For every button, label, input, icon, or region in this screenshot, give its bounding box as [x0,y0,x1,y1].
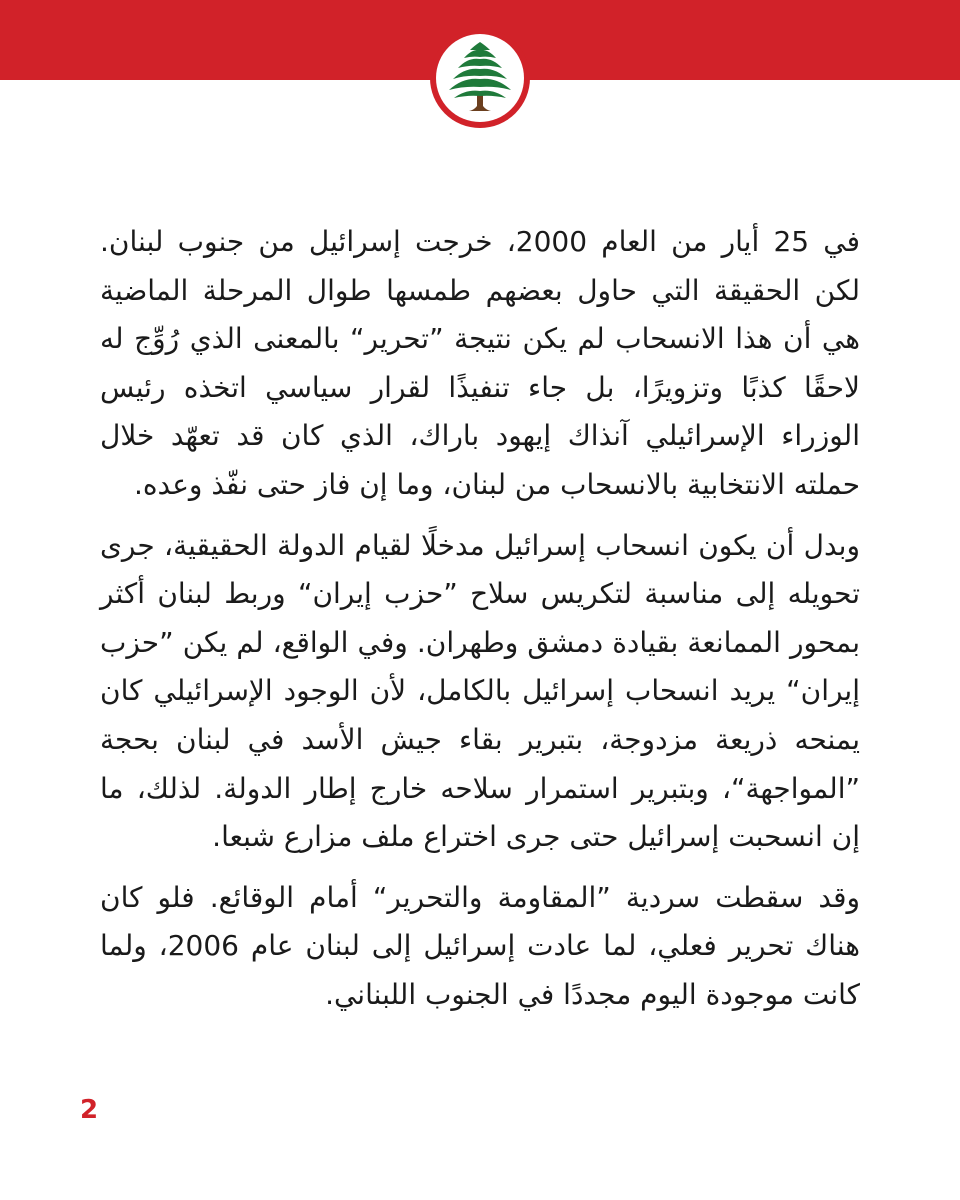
article-paragraph: وبدل أن يكون انسحاب إسرائيل مدخلًا لقيام الدولة الحقيقية، جرى تحويله إلى مناسبة لتكريس سلاح ”حزب إيران“ وربط لبنان أكثر بمحور الممانعة بقيادة دمشق وطهران. وفي الواقع، لم يكن ”حزب إيران“ يريد انسحاب إسرائيل بالكامل، لأن الوجود الإسرائيلي كان يمنحه ذريعة مزدوجة، بتبرير بقاء جيش الأسد في لبنان بحجة ”المواجهة“، وبتبرير استمرار سلاحه خارج إطار الدولة. لذلك، ما إن انسحبت إسرائيل حتى جرى اختراع ملف مزارع شبعا. [100,528,860,854]
logo-badge [428,26,532,130]
cedar-tree-icon [428,26,532,130]
article-body [100,218,860,1032]
article-paragraph: في 25 أيار من العام 2000، خرجت إسرائيل من جنوب لبنان. لكن الحقيقة التي حاول بعضهم طمسها طوال المرحلة الماضية هي أن هذا الانسحاب لم يكن نتيجة ”تحرير“ بالمعنى الذي رُوِّج له لاحقًا كذبًا وتزويرًا، بل جاء تنفيذًا لقرار سياسي اتخذه رئيس الوزراء الإسرائيلي آنذاك إيهود باراك، الذي كان قد تعهّد خلال حملته الانتخابية بالانسحاب من لبنان، وما إن فاز حتى نفّذ وعده. [100,225,860,501]
page-number: 2 [80,1095,99,1125]
article-paragraph: وقد سقطت سردية ”المقاومة والتحرير“ أمام الوقائع. فلو كان هناك تحرير فعلي، لما عادت إسرائيل إلى لبنان عام 2006، ولما كانت موجودة اليوم مجددًا في الجنوب اللبناني. [100,880,860,1011]
